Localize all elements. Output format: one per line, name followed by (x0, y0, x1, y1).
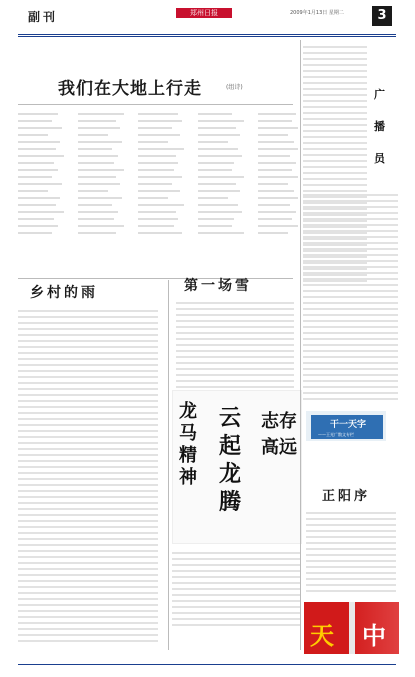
snow-body (176, 298, 294, 393)
poem-column-3 (138, 108, 192, 278)
broadcaster-continuation (303, 190, 398, 405)
column-divider (168, 280, 169, 650)
section-name: 副刊 (28, 10, 59, 24)
broadcaster-char-3: 员 (374, 152, 385, 165)
banner-char-left: 天 (310, 622, 334, 650)
calligraphy-left-text: 龙马精神 (179, 401, 197, 488)
poem-column-5 (258, 108, 302, 278)
feature-headline: 我们在大地上行走 (58, 79, 202, 99)
calligraphy-middle-text: 云起龙腾 (219, 406, 242, 515)
banner-tower-icon (349, 602, 355, 654)
calligraphy-left (179, 401, 205, 531)
feature-divider (18, 104, 293, 105)
broadcaster-char-1: 广 (374, 88, 385, 101)
promo-subtitle: ——王光广散文专栏 (318, 432, 354, 437)
rain-body (18, 306, 158, 651)
right-column-divider (300, 40, 301, 650)
poem-column-4 (198, 108, 252, 278)
poem-column-1 (18, 108, 72, 278)
banner (304, 602, 399, 654)
calligraphy-panel (172, 390, 302, 544)
header-rule-secondary (18, 36, 396, 37)
zhengyang-body (306, 508, 396, 598)
masthead: 郑州日报 (176, 8, 232, 18)
broadcaster-char-2: 播 (374, 120, 385, 133)
feature-tag: (组诗) (226, 84, 243, 91)
article-title-zhengyang: 正阳序 (322, 489, 371, 504)
article-title-rain: 乡村的雨 (30, 285, 98, 301)
footer-rule (18, 664, 396, 665)
calligraphy-middle (219, 405, 257, 535)
poem-column-2 (78, 108, 132, 278)
calligraphy-right (261, 409, 297, 529)
calligraphy-right-text: 志存高远 (261, 411, 297, 458)
promo-title: 干一天字 (330, 420, 367, 430)
snow-continuation (172, 548, 300, 638)
issue-date: 2009年1月13日 星期二 (290, 10, 344, 16)
banner-char-right: 中 (362, 622, 386, 650)
page-number: 3 (372, 6, 392, 26)
header-rule (18, 34, 396, 35)
article-title-snow: 第一场雪 (184, 278, 252, 294)
